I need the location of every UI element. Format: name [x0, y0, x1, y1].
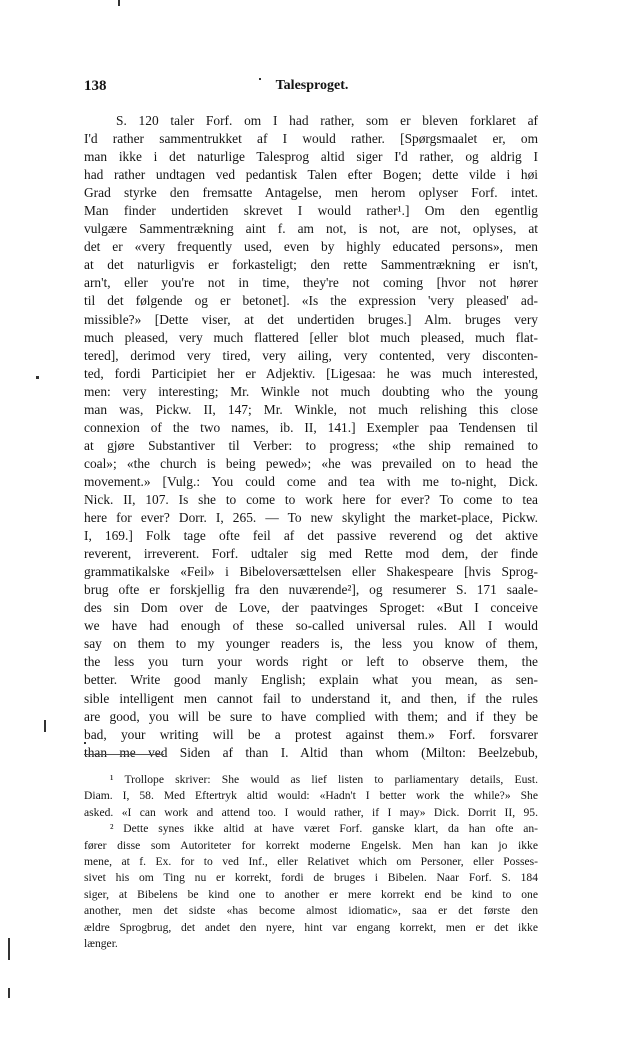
- footnote-line: ældre Sprogbrug, det andet den nyere, hint var engang korrekt, men er det ikke: [84, 920, 538, 934]
- footnote-line: ² Dette synes ikke altid at have været Forf. ganske klart, da han ofte an-: [110, 822, 538, 836]
- body-line: til det følgende og er betonet]. «Is the expression 'very pleased' ad-: [84, 293, 538, 309]
- body-line: bad, your writing will be a protest against them.» Forf. forsvarer: [84, 726, 538, 742]
- main-text-block: [84, 112, 538, 762]
- body-line: here for ever? Dorr. I, 265. — To new skylight the market-place, Pickw.: [84, 510, 538, 526]
- body-line: Grad styrke den fremsatte Antagelse, men herom oplyser Forf. intet.: [84, 185, 538, 201]
- footnote-line: længer.: [84, 936, 118, 950]
- body-line: Nick. II, 107. Is she to come to work here for ever? To come to tea: [84, 491, 538, 507]
- body-line: at det naturligvis er forkasteligt; den rette Sammentrækning er isn't,: [84, 257, 538, 273]
- body-line: had rather undtagen ved pedantisk Talen efter Bogen; dette vilde i høi: [84, 167, 538, 183]
- body-line: Man finder undertiden skrevet I would rather¹.] Om den egentlig: [84, 203, 538, 219]
- footnote-line: another, men det sidste «has become almost idiomatic», saa er det første den: [84, 904, 538, 918]
- page-header: [84, 78, 540, 98]
- footnote-line: fører disse som Autoriteter for korrekt moderne Engelsk. Men han kan jo ikke: [84, 838, 538, 852]
- body-line: tered], derimod very tired, very ailing, very contented, very disconten-: [84, 347, 538, 363]
- body-line: man ikke i det naturlige Talesprog altid siger I'd rather, og aldrig I: [84, 149, 538, 165]
- footnote-line: asked. «I can work and attend too. I would rather, if I may» Dick. Dorrit II, 95.: [84, 805, 538, 819]
- body-line: S. 120 taler Forf. om I had rather, som er bleven forklaret af: [116, 113, 538, 128]
- body-line: des sin Dom over de Love, der paatvinges Sproget: «But I conceive: [84, 600, 538, 616]
- footnote-line: ¹ Trollope skriver: She would as lief listen to parliamentary details, Eust.: [110, 773, 538, 786]
- footnote-line: siger, at Bibelens be kind one to another er mere korrekt end be kind to one: [84, 887, 538, 901]
- body-line: better. Write good manly English; explain what you mean, as sen-: [84, 672, 538, 688]
- body-line: det er «very frequently used, even by highly educated persons», men: [84, 239, 538, 255]
- body-line: ted, fordi Participiet her er Adjektiv. [Ligesaa: he was much interested,: [84, 365, 538, 381]
- body-line: the less you turn your words right or left to observe them, the: [84, 654, 538, 670]
- footnote-line: sivet his om Ting nu er korrekt, fordi de bruges i Bibelen. Naar Forf. S. 184: [84, 871, 538, 885]
- scan-mark: [259, 78, 261, 80]
- body-line: arn't, eller you're not in time, they're not coming [hvor not hører: [84, 275, 538, 291]
- page-number: 138: [84, 78, 107, 94]
- body-line: coal»; «the church is being pewed»; «he was prevailed on to head the: [84, 455, 538, 471]
- body-line: I, 169.] Folk tage ofte feil af det passive reverend og det aktive: [84, 528, 538, 544]
- body-line: than me ved Siden af than I. Altid than whom (Milton: Beelzebub,: [84, 744, 538, 760]
- scan-mark: [118, 0, 120, 6]
- body-line: connexion of the two names, ib. II, 141.] Exempler paa Tendensen til: [84, 419, 538, 435]
- body-line: movement.» [Vulg.: You could come and tea with me to-night, Dick.: [84, 473, 538, 489]
- footnote-line: Diam. I, 58. Med Eftertryk altid would: «Hadn't I better work the while?» She: [84, 789, 538, 803]
- body-line: are good, you will be sure to have complied with them; and if they be: [84, 708, 538, 724]
- scan-mark: [36, 376, 39, 379]
- body-line: brug ofte er forskjellig fra den nuværende²], og resumerer S. 171 saale-: [84, 582, 538, 598]
- body-line: at gjøre Substantiver til Verber: to progress; «the ship remained to: [84, 437, 538, 453]
- body-line: sible intelligent men cannot fail to understand it, and then, if the rules: [84, 690, 538, 706]
- footnote-divider: [84, 754, 164, 755]
- body-line: vulgære Sammentrækning aint f. am not, is not, are not, oplyses, at: [84, 221, 538, 237]
- scan-mark: [44, 720, 46, 732]
- body-line: we have had enough of these so-called universal rules. All I would: [84, 618, 538, 634]
- body-line: men: very interesting; Mr. Winkle not much doubting who the young: [84, 383, 538, 399]
- body-line: missible?» [Dette viser, at det undertiden bruges.] Alm. bruges very: [84, 311, 538, 327]
- running-title: Talesproget.: [275, 78, 349, 93]
- footnotes-block: [84, 772, 538, 952]
- scan-mark: [8, 938, 10, 960]
- body-line: grammatikalske «Feil» i Bibeloversættelsen eller Shakespeare [hvis Sprog-: [84, 564, 538, 580]
- scan-mark: [8, 988, 10, 998]
- body-line: I'd rather sammentrukket af I would rather. [Spørgsmaalet er, om: [84, 131, 538, 147]
- body-line: reverent, irreverent. Forf. udtaler sig med Rette mod dem, der finde: [84, 546, 538, 562]
- body-line: much pleased, very much flattered [eller blot much pleased, much flat-: [84, 329, 538, 345]
- body-line: say on them to my younger readers is, the less you know of them,: [84, 636, 538, 652]
- footnote-line: mene, at f. Ex. for to ved Inf., eller Relativet which om Personer, eller Posses-: [84, 854, 538, 868]
- body-line: man was, Pickw. II, 147; Mr. Winkle, not much relishing this close: [84, 401, 538, 417]
- scan-mark: [84, 742, 86, 744]
